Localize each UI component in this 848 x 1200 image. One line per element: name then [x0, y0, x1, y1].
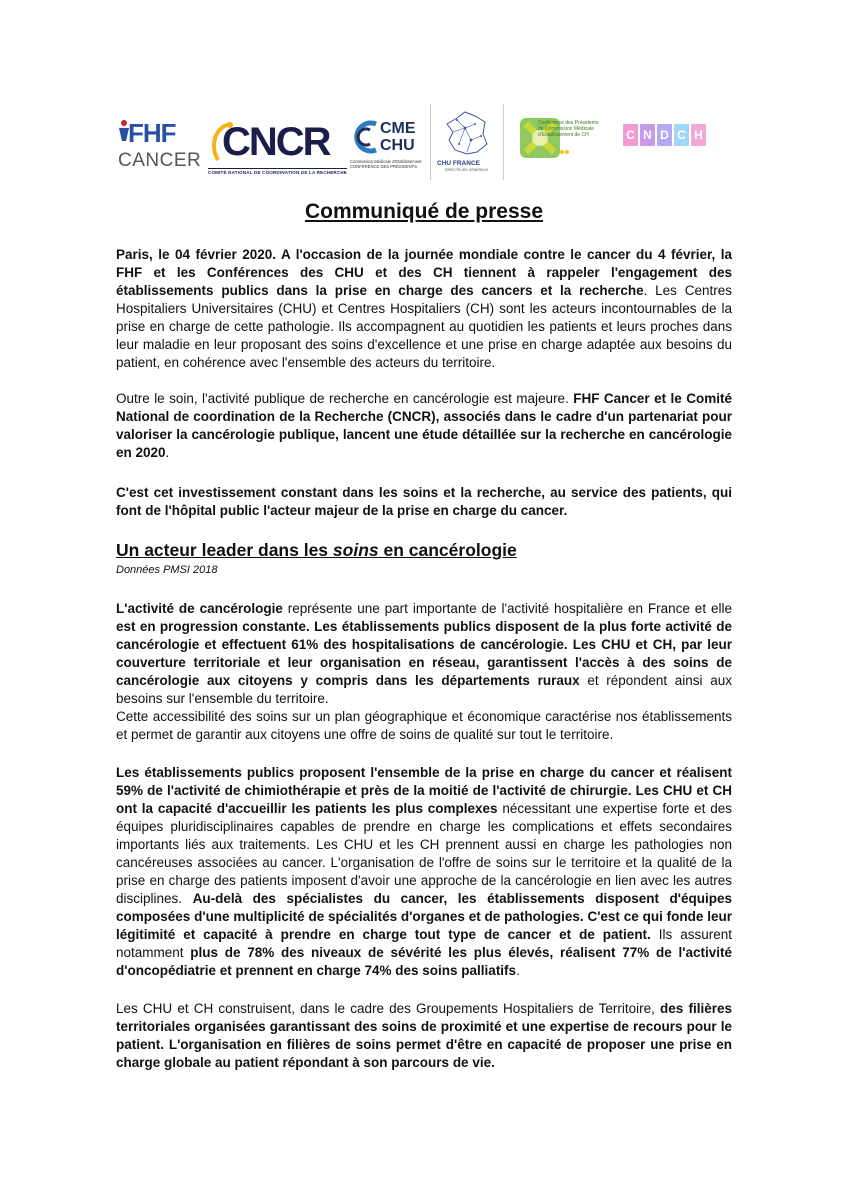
intro-bold-1: Paris, le 04 février 2020. A l'occasion de la journée mondiale contre le cancer du 4 février, la FHF et les Conférences des CHU et des CH tiennent à rappeler l'engagement des établissements publics dans la prise en charge des cancers et la recherche [116, 247, 732, 298]
offer-paragraph [116, 764, 732, 980]
cme-line1: CME [380, 120, 416, 137]
research-text-2: . [165, 445, 170, 460]
cme-subtitle2: CONFÉRENCE DES PRÉSIDENTS [350, 164, 418, 169]
cndch-letter-h: H [691, 124, 706, 146]
offer-bold-3: plus de 78% des niveaux de sévérité les plus élevés, réalisent 77% de l'activité d'oncopédiatrie et prennent en charge 74% des soins palliatifs [116, 945, 732, 978]
research-bold-1: FHF Cancer et le Comité National de coordination de la Recherche (CNCR), associés dans le cadre d'un partenariat pour valoriser la cancérologie publique, lancent une étude détaillée sur la recherche en cancérologie en 2020 [116, 391, 732, 460]
cme-subtitle1: Commission Médicale d'Etablissement [350, 159, 422, 164]
network-bold-1: des filières territoriales organisées garantissant des soins de proximité et une expertise de recours pour le patient. L'organisation en filières de soins permet d'être en capacité de proposer une prise en charge globale au patient répondant à son parcours de vie. [116, 1001, 732, 1070]
commitment-bold-1: C'est cet investissement constant dans les soins et la recherche, au service des patients, qui font de l'hôpital public l'acteur majeur de la prise en charge du cancer. [116, 485, 732, 518]
commitment-paragraph [116, 484, 732, 520]
fhf-cancer-text: CANCER [118, 150, 202, 171]
activity-text-2: et répondent ainsi aux besoins sur l'ensemble du territoire. [116, 673, 732, 706]
offer-text-1: nécessitant une expertise forte et des équipes pluridisciplinaires capables de prendre en charge les complications et effets secondaires importants liés aux traitements. Les CHU et les CH prennent aussi en charge les pathologies non cancéreuses associées au cancer. L'organisation de l'offre de soins sur le territoire et la qualité de la prise en charge des patients imposent d'avoir une approche de la cancérologie en lien avec les autres disciplines. [116, 801, 733, 906]
conference-ch-logo [518, 114, 604, 162]
offer-text-3: . [516, 963, 520, 978]
offer-text-2: Ils assurent notamment [116, 927, 733, 960]
cme-line2: CHU [380, 137, 415, 154]
activity-bold-2: est en progression constante. Les établissements publics disposent de la plus forte activité de cancérologie et effectuent 61% des hospitalisations de cancérologie. Les CHU et CH, par leur couverture territoriale et leur organisation en réseau, garantissent l'accès à des soins de cancérologie aux citoyens y compris dans les départements ruraux [116, 619, 732, 688]
section-heading-pre: Un acteur leader dans les [116, 540, 333, 560]
activity-bold-1: L'activité de cancérologie [116, 601, 283, 616]
cncr-logo [208, 118, 347, 178]
section-heading-post: en cancérologie [378, 540, 517, 560]
activity-text-3: Cette accessibilité des soins sur un plan géographique et économique caractérise nos établissements et permet de garantir aux citoyens une offre de soins de qualité sur tout le territoire. [116, 709, 732, 742]
cncr-logo-text: CNCR [222, 120, 330, 164]
fhf-cancer-logo [116, 116, 202, 172]
cme-logo-subtitle [350, 159, 422, 169]
data-source-note: Données PMSI 2018 [116, 564, 218, 576]
cndch-letter-c1: C [623, 124, 638, 146]
section-heading-emphasis: soins [332, 540, 379, 560]
activity-text-1: représente une part importante de l'activité hospitalière en France et elle [282, 601, 732, 616]
network-paragraph [116, 1000, 732, 1072]
cndch-letter-c2: C [674, 124, 689, 146]
section-heading [116, 540, 517, 561]
intro-paragraph [116, 246, 732, 372]
chu-france-logo [430, 104, 504, 180]
network-text-1: Les CHU et CH construisent, dans le cadre des Groupements Hospitaliers de Territoire, [116, 1001, 661, 1016]
cndch-letter-n: N [640, 124, 655, 146]
page-title: Communiqué de presse [304, 200, 544, 223]
chu-france-text: CHU FRANCE [437, 160, 480, 167]
activity-paragraph [116, 600, 732, 744]
cncr-logo-subtitle: COMITÉ NATIONAL DE COORDINATION DE LA RECHERCHE [208, 170, 347, 175]
cndch-logo [623, 124, 713, 152]
cndch-letter-d: D [657, 124, 672, 146]
conference-ch-text: Conférence des Présidents de Commission Médicale d'Etablissement de CH [538, 120, 599, 138]
fhf-logo-text: FHF [128, 118, 176, 148]
chu-france-subtitle: DIRECTEURS GÉNÉRAUX [445, 168, 489, 172]
research-paragraph [116, 390, 732, 462]
cme-chu-logo [348, 118, 420, 176]
offer-bold-2: Au-delà des spécialistes du cancer, les établissements disposent d'équipes composées d'une multiplicité de spécialités d'organes et de pathologies. C'est ce qui fonde leur légitimité et capacité à prendre en charge tout type de cancer et de patient. [116, 891, 732, 942]
intro-text-1: . Les Centres Hospitaliers Universitaires (CHU) et Centres Hospitaliers (CH) sont les acteurs incontournables de la prise en charge de cette pathologie. Ils accompagnent au quotidien les patients et leurs proches dans leur maladie en leur proposant des soins d'excellence et une prise en charge adaptée aux besoins du patient, en cohérence avec l'ensemble des acteurs du territoire. [116, 283, 732, 370]
logo-bar [116, 104, 736, 180]
research-text-1: Outre le soin, l'activité publique de recherche en cancérologie est majeure. [116, 391, 574, 406]
france-map-icon [445, 110, 489, 156]
cme-logo-text [380, 120, 416, 154]
cme-emblem-icon [350, 118, 380, 156]
offer-bold-1: Les établissements publics proposent l'ensemble de la prise en charge du cancer et réalisent 59% de l'activité de chimiothérapie et près de la moitié de l'activité de chirurgie. Les CHU et CH ont la capacité d'accueillir les patients les plus complexes [116, 765, 732, 816]
